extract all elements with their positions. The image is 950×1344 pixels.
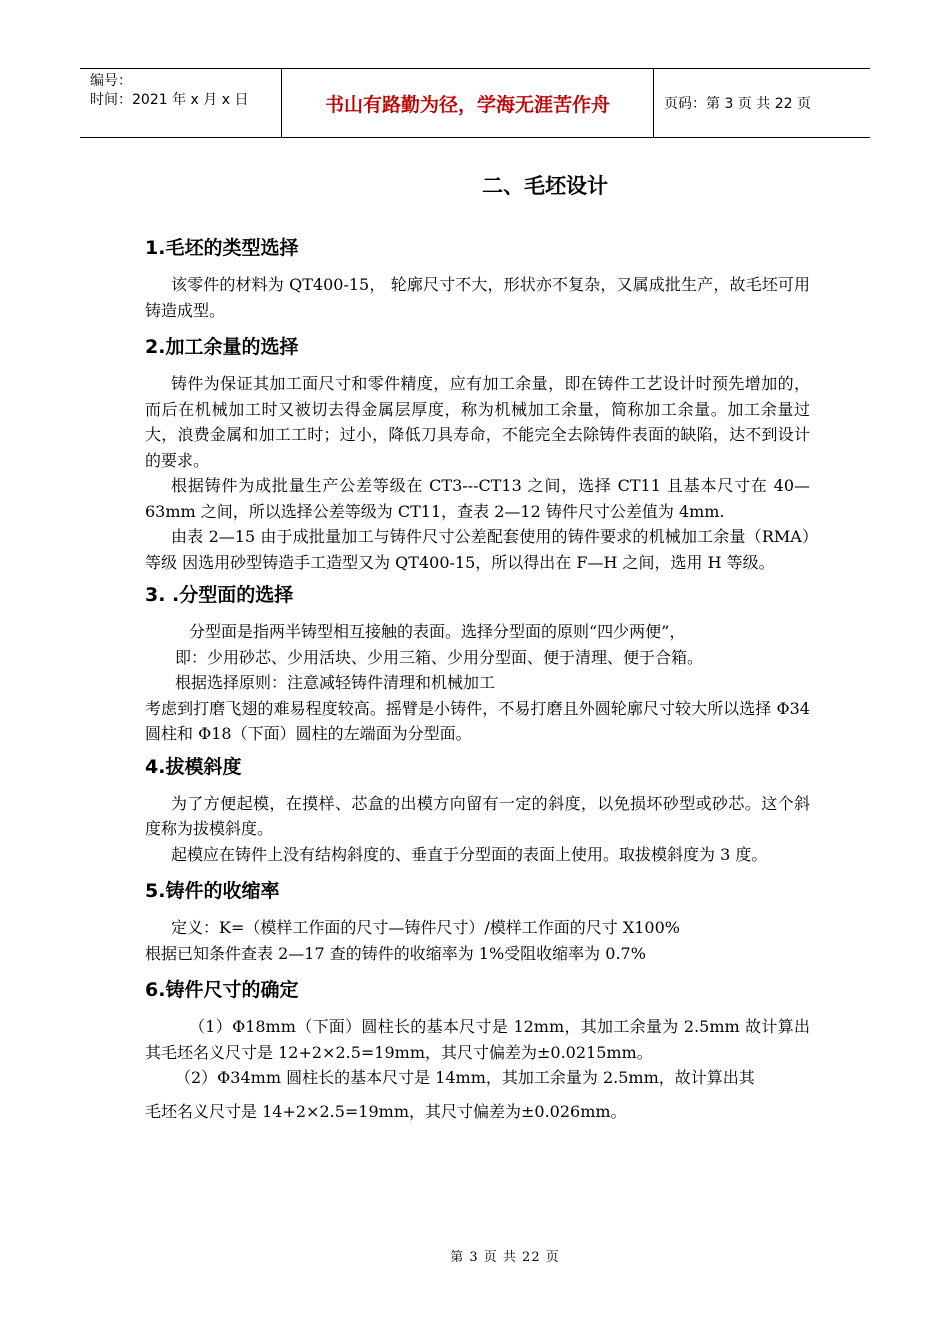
header-table	[80, 68, 870, 138]
section-6-paragraph-3: 毛坯名义尺寸是 14+2×2.5=19mm，其尺寸偏差为±0.026mm。	[145, 1101, 627, 1121]
section-3-heading: 3. .分型面的选择	[145, 584, 294, 606]
section-4-paragraph-2: 起模应在铸件上没有结构斜度的、垂直于分型面的表面上使用。取拔模斜度为 3 度。	[171, 844, 768, 864]
section-4-paragraph-1: 为了方便起模，在摸样、芯盒的出模方向留有一定的斜度，以免损坏砂型或砂芯。这个斜度称为拔模斜度。	[145, 793, 810, 838]
section-4-heading: 4.拔模斜度	[145, 755, 242, 778]
section-2-heading: 2.加工余量的选择	[145, 336, 299, 358]
header-meta	[80, 69, 282, 137]
section-1-heading: 1.毛坯的类型选择	[145, 237, 299, 259]
header-page-number: 页码：第 3 页 共 22 页	[664, 96, 811, 112]
section-3-paragraph-3: 根据选择原则：注意减轻铸件清理和机械加工	[175, 673, 496, 692]
header-motto: 书山有路勤为径，学海无涯苦作舟	[282, 69, 654, 137]
section-3-paragraph-2: 即：少用砂芯、少用活块、少用三箱、少用分型面、便于清理、便于合箱。	[175, 647, 704, 667]
section-5-heading: 5.铸件的收缩率	[145, 880, 280, 902]
document-time-label: 时间：2021 年 x 月 x 日	[90, 92, 249, 108]
document-body	[145, 234, 810, 1124]
section-6-heading: 6.铸件尺寸的确定	[145, 979, 299, 1001]
section-6-paragraph-2: （2）Φ34mm 圆柱长的基本尺寸是 14mm，其加工余量为 2.5mm，故计算出其	[175, 1068, 755, 1087]
section-3-paragraph-1: 分型面是指两半铸型相互接触的表面。选择分型面的原则“四少两便”，	[189, 622, 686, 641]
section-5-paragraph-1: 定义：K=（模样工作面的尺寸—铸件尺寸）/模样工作面的尺寸 X100%	[171, 918, 680, 937]
page-title: 二、毛坯设计	[482, 174, 608, 198]
section-2-paragraph-1: 铸件为保证其加工面尺寸和零件精度，应有加工余量，即在铸件工艺设计时预先增加的，而后在机械加工时又被切去得金属层厚度，称为机械加工余量，简称加工余量。加工余量过大，浪费金属和加工工时；过小，降低刀具寿命，不能完全去除铸件表面的缺陷，达不到设计的要求。	[145, 374, 810, 470]
section-1-paragraph: 该零件的材料为 QT400-15， 轮廓尺寸不大，形状亦不复杂，又属成批生产，故毛坯可用铸造成型。	[145, 275, 810, 320]
section-5-paragraph-2: 根据已知条件查表 2—17 查的铸件的收缩率为 1%受阻收缩率为 0.7%	[145, 943, 646, 963]
page-footer: 第 3 页 共 22 页	[450, 1250, 560, 1265]
section-2-paragraph-3: 由表 2—15 由于成批量加工与铸件尺寸公差配套使用的铸件要求的机械加工余量（RMA）等级 因选用砂型铸造手工造型又为 QT400-15，所以得出在 F—H 之间，选用 H 等级。	[145, 527, 810, 572]
section-6-paragraph-1: （1）Φ18mm（下面）圆柱长的基本尺寸是 12mm，其加工余量为 2.5mm 故计算出其毛坯名义尺寸是 12+2×2.5=19mm，其尺寸偏差为±0.0215mm。	[145, 1017, 810, 1062]
document-number-label: 编号：	[90, 73, 132, 89]
section-3-paragraph-4: 考虑到打磨飞翅的难易程度较高。摇臂是小铸件，不易打磨且外圆轮廓尺寸较大所以选择 Φ34 圆柱和 Φ18（下面）圆柱的左端面为分型面。	[145, 698, 810, 743]
section-2-paragraph-2: 根据铸件为成批量生产公差等级在 CT3---CT13 之间，选择 CT11 且基本尺寸在 40—63mm 之间，所以选择公差等级为 CT11，查表 2—12 铸件尺寸公差值为 4mm.	[145, 476, 810, 521]
